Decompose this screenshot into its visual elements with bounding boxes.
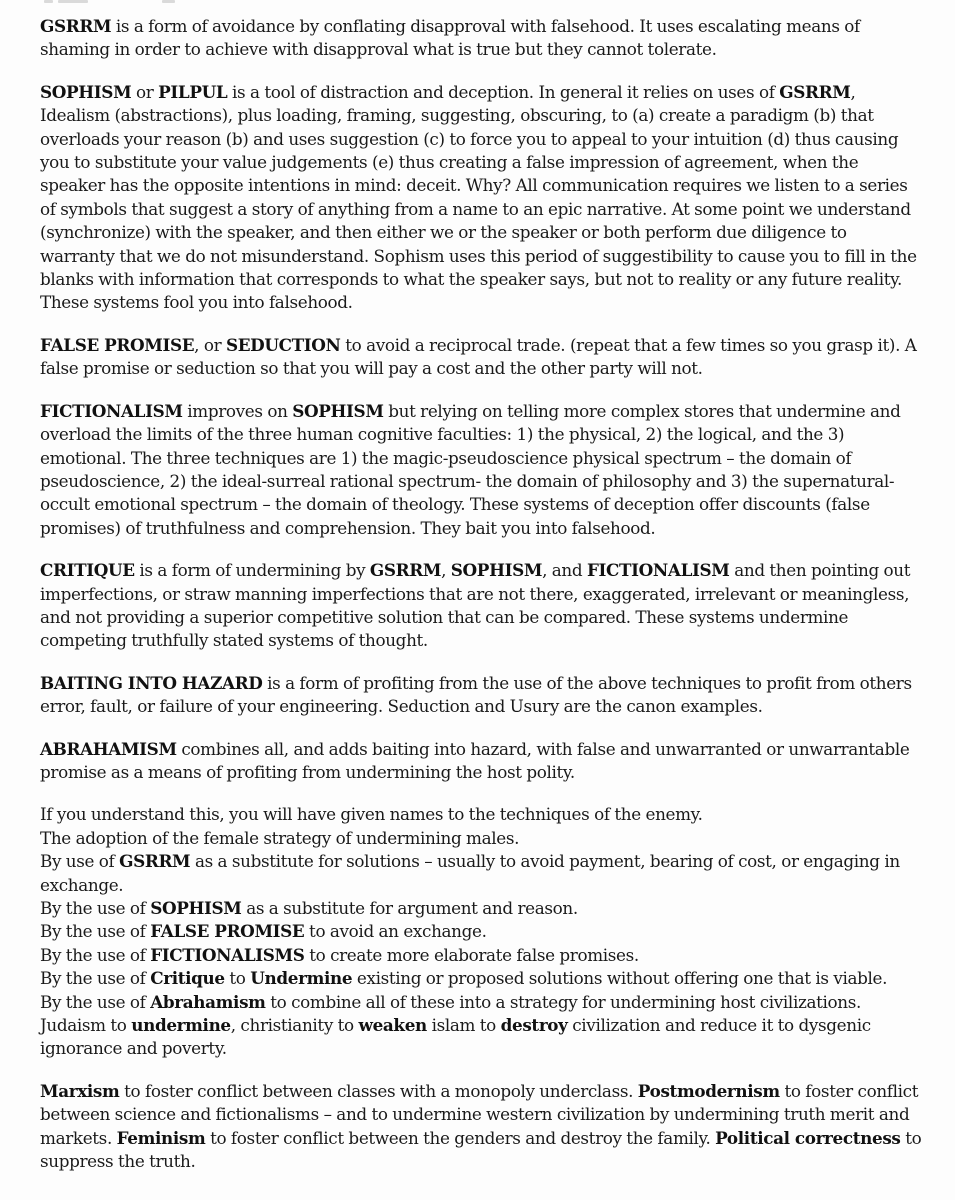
cropped-letter-fragment <box>162 0 175 3</box>
text-run: to suppress the truth. <box>40 1127 922 1172</box>
bold-text-run: undermine <box>131 1015 231 1036</box>
text-run: as a substitute for solutions – usually to avoid payment, bearing of cost, or engaging in exchange. <box>40 851 900 895</box>
text-run: and then pointing out imperfections, or straw manning imperfections that are not there, exaggerated, irrelevant or meaningless, and not providing a superior competitive solution that can be compared. These systems undermine competing truthfully stated systems of thought. <box>40 560 911 651</box>
text-run: By use of <box>40 851 120 872</box>
text-run: is a form of undermining by <box>134 560 370 581</box>
bold-text-run: SOPHISM <box>150 898 242 918</box>
paragraph <box>40 897 922 920</box>
bold-text-run: weaken <box>358 1015 427 1036</box>
bold-text-run: GSRRM <box>40 16 112 36</box>
text-run: is a form of avoidance by conflating disapproval with falsehood. It uses escalating means of shaming in order to achieve with disapproval what is true but they cannot tolerate. <box>40 16 860 60</box>
text-run: By the use of <box>40 898 151 918</box>
bold-text-run: SOPHISM <box>450 560 543 581</box>
bold-text-run: GSRRM <box>119 851 191 872</box>
paragraph <box>40 827 922 850</box>
paragraph <box>40 944 922 967</box>
paragraph <box>40 15 922 62</box>
text-run: to <box>224 968 251 989</box>
cropped-letter-fragment <box>58 0 88 3</box>
paragraph <box>40 850 922 897</box>
paragraph <box>40 559 922 653</box>
bold-text-run: FALSE PROMISE <box>40 334 195 355</box>
paragraph <box>40 672 922 719</box>
bold-text-run: ABRAHAMISM <box>40 738 177 759</box>
bold-text-run: GSRRM <box>779 81 851 102</box>
paragraph <box>40 967 922 990</box>
text-run: The adoption of the female strategy of undermining males. <box>40 827 520 848</box>
bold-text-run: FICTIONALISM <box>586 560 730 581</box>
bold-text-run: Marxism <box>40 1080 120 1101</box>
text-run: By the use of <box>40 968 151 989</box>
text-run: to foster conflict between the genders and destroy the family. <box>205 1127 716 1148</box>
paragraph <box>40 400 922 540</box>
paragraph <box>40 803 922 826</box>
text-run: to create more elaborate false promises. <box>304 944 639 965</box>
text-run: is a form of profiting from the use of the above techniques to profit from others error, fault, or failure of your engineering. Seduction and Usury are the canon examples. <box>40 672 912 717</box>
text-run: , <box>441 560 451 581</box>
text-run: If you understand this, you will have given names to the techniques of the enemy. <box>40 804 703 825</box>
paragraph <box>40 81 922 315</box>
document-body <box>40 15 922 1173</box>
text-run: civilization and reduce it to dysgenic ignorance and poverty. <box>40 1015 871 1059</box>
text-run: to foster conflict between classes with a monopoly underclass. <box>119 1080 638 1101</box>
text-run: to avoid an exchange. <box>304 921 487 942</box>
bold-text-run: Political correctness <box>715 1127 901 1148</box>
text-run: to combine all of these into a strategy for undermining host civilizations. <box>265 991 861 1012</box>
text-run: to avoid a reciprocal trade. (repeat that a few times so you grasp it). A false promise or seduction so that you will pay a cost and the other party will not. <box>40 334 917 379</box>
bold-text-run: GSRRM <box>369 560 442 581</box>
text-run: but relying on telling more complex stores that undermine and overload the limits of the three human cognitive faculties: 1) the physical, 2) the logical, and the 3) emotional. The three techniques are 1) the magic-pseudoscience physical spectrum – the domain of pseudoscience, 2) the ideal-surreal rational spectrum- the domain of philosophy and 3) the supernatural-occult emotional spectrum – the domain of theology. These systems of deception offer discounts (false promises) of truthfulness and comprehension. They bait you into falsehood. <box>40 400 901 538</box>
bold-text-run: CRITIQUE <box>40 560 135 581</box>
text-run: combines all, and adds baiting into hazard, with false and unwarranted or unwarrantable promise as a means of profiting from undermining the host polity. <box>40 738 910 782</box>
text-run: , and <box>542 560 587 581</box>
bold-text-run: Critique <box>150 968 225 989</box>
paragraph <box>40 920 922 943</box>
paragraph <box>40 1080 922 1174</box>
bold-text-run: BAITING INTO HAZARD <box>40 672 263 693</box>
bold-text-run: Feminism <box>116 1127 206 1148</box>
text-run: By the use of <box>40 944 151 965</box>
paragraph <box>40 1014 922 1061</box>
cropped-letter-fragment <box>44 0 53 3</box>
text-run: as a substitute for argument and reason. <box>241 898 578 918</box>
bold-text-run: Undermine <box>250 968 353 989</box>
paragraph <box>40 991 922 1014</box>
text-run: , or <box>194 334 226 355</box>
bold-text-run: FICTIONALISM <box>40 400 183 421</box>
text-run: is a tool of distraction and deception. In general it relies on uses of <box>227 81 780 102</box>
text-run: , christianity to <box>230 1015 359 1036</box>
bold-text-run: SOPHISM <box>40 81 132 102</box>
bold-text-run: SEDUCTION <box>225 334 341 355</box>
bold-text-run: SOPHISM <box>292 400 384 421</box>
text-run: improves on <box>182 400 293 421</box>
text-run: Judaism to <box>40 1015 132 1036</box>
text-run: , Idealism (abstractions), plus loading, framing, suggesting, obscuring, to (a) create a paradigm (b) that overloads your reason (b) and uses suggestion (c) to force you to appeal to your intuition (d) thus causing you to substitute your value judgements (e) thus creating a false impression of agreement, when the speaker has the opposite intentions in mind: deceit. Why? All communication requires we listen to a series of symbols that suggest a story of anything from a name to an epic narrative. At some point we understand (synchronize) with the speaker, and then either we or the speaker or both perform due diligence to warranty that we do not misunderstand. Sophism uses this period of suggestibility to cause you to fill in the blanks with information that corresponds to what the speaker says, but not to reality or any future reality. These systems fool you into falsehood. <box>40 81 917 313</box>
bold-text-run: Abrahamism <box>150 991 266 1012</box>
text-run: existing or proposed solutions without offering one that is viable. <box>352 968 888 989</box>
text-run: By the use of <box>40 921 151 942</box>
text-run: to foster conflict between science and fictionalisms – and to undermine western civilization by undermining truth merit and markets. <box>40 1080 919 1148</box>
bold-text-run: FALSE PROMISE <box>150 921 305 942</box>
text-run: or <box>131 81 159 102</box>
text-run: islam to <box>426 1015 501 1036</box>
bold-text-run: PILPUL <box>158 81 228 102</box>
bold-text-run: destroy <box>500 1015 568 1036</box>
paragraph <box>40 334 922 381</box>
bold-text-run: FICTIONALISMS <box>150 944 305 965</box>
cropped-text-fragment <box>0 0 955 4</box>
bold-text-run: Postmodernism <box>637 1080 780 1101</box>
text-run: By the use of <box>40 991 151 1012</box>
paragraph <box>40 738 922 785</box>
